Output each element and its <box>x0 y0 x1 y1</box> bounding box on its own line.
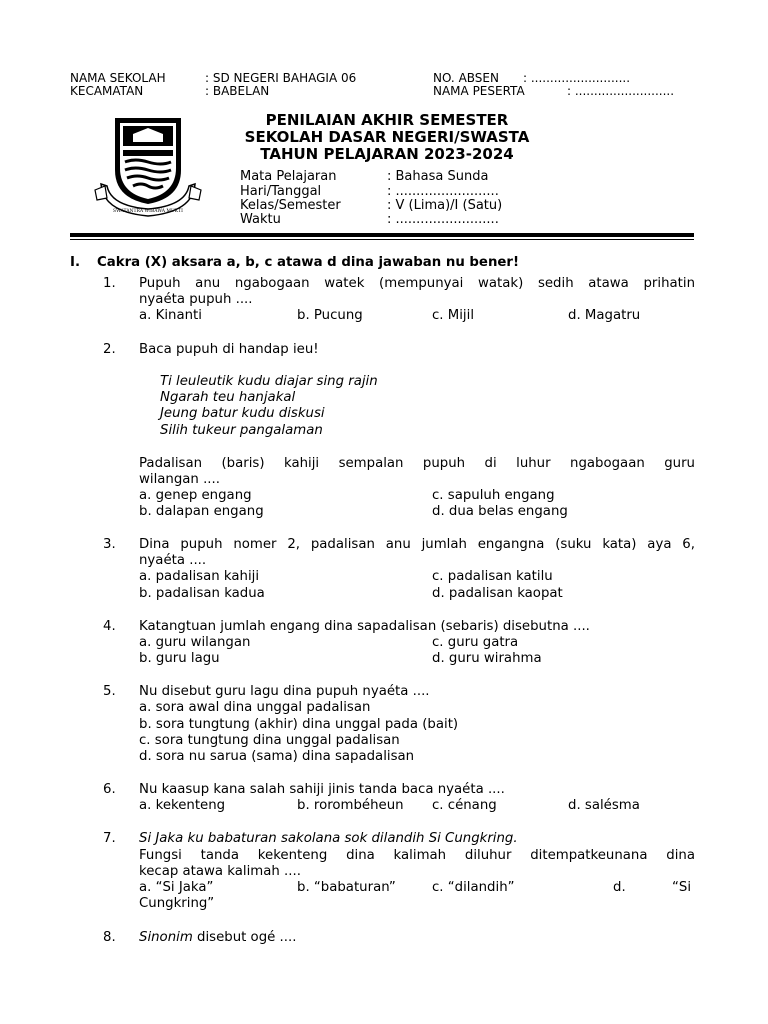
q8-italic-term: Sinonim <box>139 930 193 945</box>
q3-option-b[interactable]: b. padalisan kadua <box>139 586 265 601</box>
q2-text-line-3: wilangan .... <box>139 472 220 487</box>
absen-label: NO. ABSEN <box>433 71 499 85</box>
q6-option-d[interactable]: d. salésma <box>568 798 640 813</box>
q6-option-b[interactable]: b. rorombéheun <box>297 798 404 813</box>
q2-option-d[interactable]: d. dua belas engang <box>432 504 568 519</box>
meta-label-time: Waktu <box>240 212 281 227</box>
q6-option-c[interactable]: c. cénang <box>432 798 497 813</box>
q1-option-b[interactable]: b. Pucung <box>297 308 363 323</box>
q1-option-d[interactable]: d. Magatru <box>568 308 641 323</box>
title-line-2: SEKOLAH DASAR NEGERI/SWASTA <box>244 128 530 146</box>
q6-option-a[interactable]: a. kekenteng <box>139 798 226 813</box>
q7-text-line-1: Si Jaka ku babaturan sakolana sok dilandih Si Cungkring. <box>139 831 518 846</box>
q2-text-line-2: Padalisan (baris) kahiji sempalan pupuh di luhur ngabogaan guru <box>139 456 695 471</box>
q7-text-line-2: Fungsi tanda kekenteng dina kalimah diluhur ditempatkeunana dina <box>139 848 695 863</box>
q4-text-line-1: Katangtuan jumlah engang dina sapadalisan (sebaris) disebutna .... <box>139 619 590 634</box>
q4-number: 4. <box>103 619 116 634</box>
school-label: NAMA SEKOLAH <box>70 71 166 85</box>
q1-text-line-1: Pupuh anu ngabogaan watek (mempunyai watak) sedih atawa prihatin <box>139 276 695 291</box>
q3-option-d[interactable]: d. padalisan kaopat <box>432 586 563 601</box>
q7-number: 7. <box>103 831 116 846</box>
q4-option-d[interactable]: d. guru wirahma <box>432 651 542 666</box>
q7-option-d-letter[interactable]: d. <box>613 880 626 895</box>
q7-option-b[interactable]: b. “babaturan” <box>297 880 396 895</box>
q3-option-c[interactable]: c. padalisan katilu <box>432 569 553 584</box>
q3-number: 3. <box>103 537 116 552</box>
q2-option-a[interactable]: a. genep engang <box>139 488 252 503</box>
q2-poem-line-4: Silih tukeur pangalaman <box>160 423 323 438</box>
absen-value: : .......................... <box>523 71 631 85</box>
q4-option-a[interactable]: a. guru wilangan <box>139 635 251 650</box>
section-instruction: Cakra (X) aksara a, b, c atawa d dina jawaban nu bener! <box>97 255 520 270</box>
meta-value-subject: : Bahasa Sunda <box>387 169 489 184</box>
meta-value-date: : ......................... <box>387 184 499 199</box>
district-label: KECAMATAN <box>70 84 144 98</box>
q6-text-line-1: Nu kaasup kana salah sahiji jinis tanda baca nyaéta .... <box>139 782 505 797</box>
q7-text-line-3: kecap atawa kalimah .... <box>139 864 301 879</box>
q8-number: 8. <box>103 930 116 945</box>
q5-option-c[interactable]: c. sora tungtung dina unggal padalisan <box>139 733 400 748</box>
q1-text-line-2: nyaéta pupuh .... <box>139 292 253 307</box>
q5-option-b[interactable]: b. sora tungtung (akhir) dina unggal pada (bait) <box>139 717 459 732</box>
q3-option-a[interactable]: a. padalisan kahiji <box>139 569 260 584</box>
svg-text:SWATANTRA WIBAWA MUKTI: SWATANTRA WIBAWA MUKTI <box>113 209 183 214</box>
section-number: I. <box>70 255 80 270</box>
q2-poem-line-1: Ti leuleutik kudu diajar sing rajin <box>160 374 378 389</box>
participant-label: NAMA PESERTA <box>433 84 525 98</box>
q6-number: 6. <box>103 782 116 797</box>
q5-number: 5. <box>103 684 116 699</box>
meta-label-date: Hari/Tanggal <box>240 184 322 199</box>
participant-value: : .......................... <box>567 84 675 98</box>
q3-text-line-2: nyaéta .... <box>139 553 207 568</box>
q5-option-d[interactable]: d. sora nu sarua (sama) dina sapadalisan <box>139 749 415 764</box>
q7-option-d-text-1: “Si <box>672 880 692 895</box>
q2-poem-line-2: Ngarah teu hanjakal <box>160 390 296 405</box>
q4-option-b[interactable]: b. guru lagu <box>139 651 220 666</box>
meta-label-subject: Mata Pelajaran <box>240 169 337 184</box>
q2-option-b[interactable]: b. dalapan engang <box>139 504 264 519</box>
header-divider-thin <box>70 239 694 240</box>
q8-text-line-1 <box>139 930 296 945</box>
q2-poem-line-3: Jeung batur kudu diskusi <box>160 406 325 421</box>
title-line-1: PENILAIAN AKHIR SEMESTER <box>265 111 509 129</box>
title-line-3: TAHUN PELAJARAN 2023-2024 <box>260 145 514 163</box>
meta-value-class: : V (Lima)/I (Satu) <box>387 198 503 213</box>
q8-text-rest: disebut ogé .... <box>192 930 297 945</box>
q1-number: 1. <box>103 276 116 291</box>
q5-option-a[interactable]: a. sora awal dina unggal padalisan <box>139 700 371 715</box>
header-divider-thick <box>70 233 694 237</box>
meta-value-time: : ......................... <box>387 212 499 227</box>
q1-option-a[interactable]: a. Kinanti <box>139 308 202 323</box>
q2-number: 2. <box>103 342 116 357</box>
q2-text-line-1: Baca pupuh di handap ieu! <box>139 342 319 357</box>
school-value: : SD NEGERI BAHAGIA 06 <box>205 71 357 85</box>
q7-option-c[interactable]: c. “dilandih” <box>432 880 515 895</box>
q1-option-c[interactable]: c. Mijil <box>432 308 475 323</box>
q7-option-a[interactable]: a. “Si Jaka” <box>139 880 214 895</box>
q7-option-d-text-2: Cungkring” <box>139 896 215 911</box>
district-value: : BABELAN <box>205 84 270 98</box>
meta-label-class: Kelas/Semester <box>240 198 341 213</box>
q4-option-c[interactable]: c. guru gatra <box>432 635 519 650</box>
q2-option-c[interactable]: c. sapuluh engang <box>432 488 555 503</box>
q3-text-line-1: Dina pupuh nomer 2, padalisan anu jumlah engangna (suku kata) aya 6, <box>139 537 695 552</box>
q5-text-line-1: Nu disebut guru lagu dina pupuh nyaéta .... <box>139 684 430 699</box>
